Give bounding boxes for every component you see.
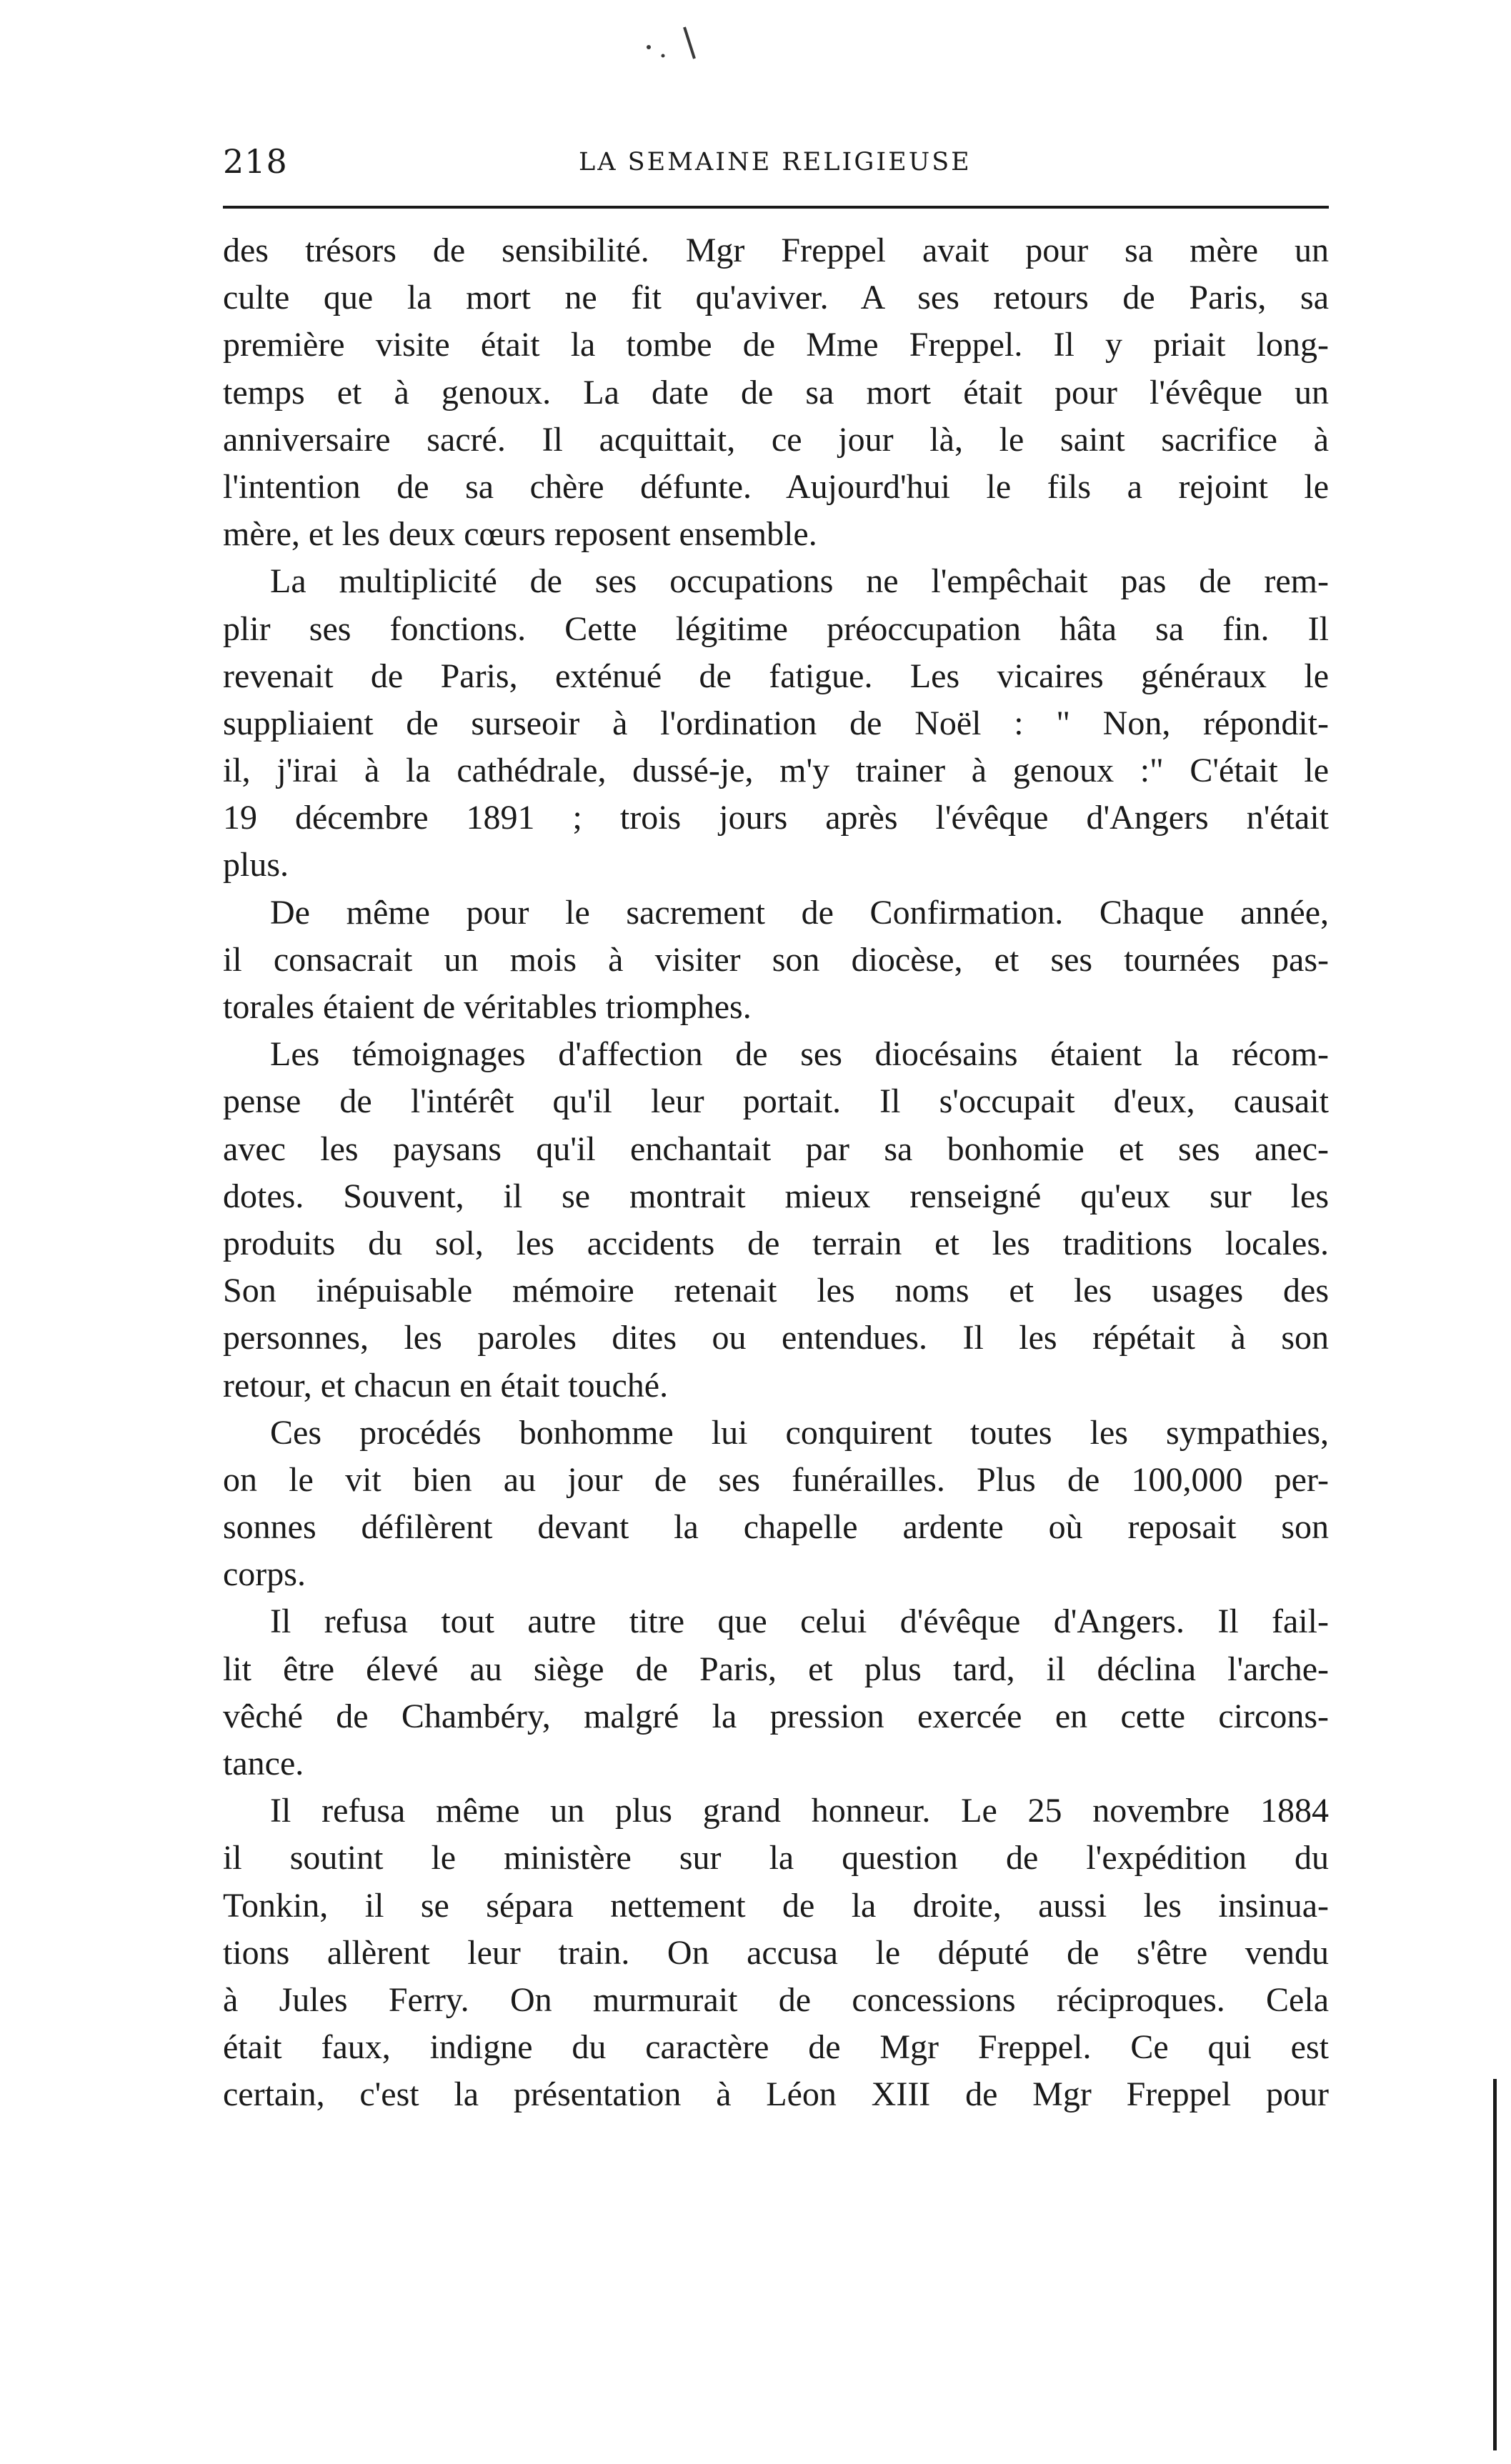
text-line: Il refusa même un plus grand honneur. Le 25 novembre 1884 (270, 1792, 1329, 1830)
text-line: il soutint le ministère sur la question de l'expédition du (223, 1839, 1329, 1877)
paragraph (223, 558, 1329, 889)
text-line: avec les paysans qu'il enchantait par sa bonhomie et ses anec- (223, 1129, 1329, 1168)
text-line: dotes. Souvent, il se montrait mieux renseigné qu'eux sur les (223, 1177, 1329, 1215)
text-line: Il refusa tout autre titre que celui d'évêque d'Angers. Il fail- (270, 1602, 1329, 1641)
binding-edge (1493, 2079, 1497, 2450)
text-line: Tonkin, il se sépara nettement de la droite, aussi les insinua- (223, 1886, 1329, 1925)
text-line: il consacrait un mois à visiter son diocèse, et ses tournées pas- (223, 940, 1329, 979)
text-line: plir ses fonctions. Cette légitime préoccupation hâta sa fin. Il (223, 609, 1329, 648)
text-line: lit être élevé au siège de Paris, et plus tard, il déclina l'arche- (223, 1650, 1329, 1688)
paragraph (223, 1031, 1329, 1410)
ink-specks (629, 14, 707, 71)
text-line: revenait de Paris, exténué de fatigue. Les vicaires généraux le (223, 657, 1329, 695)
text-line: culte que la mort ne fit qu'aviver. A ses retours de Paris, sa (223, 279, 1329, 317)
text-line: des trésors de sensibilité. Mgr Freppel avait pour sa mère un (223, 231, 1329, 269)
header-rule (223, 206, 1329, 209)
paragraph (223, 1598, 1329, 1787)
text-line: 19 décembre 1891 ; trois jours après l'évêque d'Angers n'était (223, 799, 1329, 837)
text-line: personnes, les paroles dites ou entendues. Il les répétait à son (223, 1319, 1329, 1357)
text-line: pense de l'intérêt qu'il leur portait. Il s'occupait d'eux, causait (223, 1082, 1329, 1121)
text-line: corps. (223, 1555, 306, 1594)
text-line: Son inépuisable mémoire retenait les noms et les usages des (223, 1272, 1329, 1310)
paragraph (223, 227, 1329, 558)
text-line: plus. (223, 846, 289, 884)
text-line: sonnes défilèrent devant la chapelle ardente où reposait son (223, 1508, 1329, 1547)
text-line: on le vit bien au jour de ses funérailles. Plus de 100,000 per- (223, 1460, 1329, 1499)
text-line: l'intention de sa chère défunte. Aujourd'hui le fils a rejoint le (223, 467, 1329, 506)
text-line: à Jules Ferry. On murmurait de concessions réciproques. Cela (223, 1980, 1329, 2019)
text-line: certain, c'est la présentation à Léon XIII de Mgr Freppel pour (223, 2075, 1329, 2114)
text-line: La multiplicité de ses occupations ne l'empêchait pas de rem- (270, 562, 1329, 601)
paragraph (223, 1410, 1329, 1599)
text-line: Les témoignages d'affection de ses diocésains étaient la récom- (270, 1035, 1329, 1074)
page-number: 218 (223, 142, 288, 181)
text-line: torales étaient de véritables triomphes. (223, 988, 752, 1026)
text-line: tance. (223, 1745, 304, 1782)
text-line: il, j'irai à la cathédrale, dussé-je, m'y trainer à genoux :" C'était le (223, 752, 1329, 790)
text-line: tions allèrent leur train. On accusa le député de s'être vendu (223, 1933, 1329, 1972)
text-line: était faux, indigne du caractère de Mgr Freppel. Ce qui est (223, 2028, 1329, 2067)
text-line: vêché de Chambéry, malgré la pression exercée en cette circons- (223, 1697, 1329, 1735)
paragraph (223, 889, 1329, 1032)
text-line: produits du sol, les accidents de terrain et les traditions locales. (223, 1224, 1329, 1262)
text-line: temps et à genoux. La date de sa mort était pour l'évêque un (223, 373, 1329, 412)
text-line: Ces procédés bonhomme lui conquirent toutes les sympathies, (270, 1413, 1329, 1452)
text-line: suppliaient de surseoir à l'ordination de Noël : " Non, répondit- (223, 704, 1329, 742)
text-line: retour, et chacun en était touché. (223, 1366, 669, 1405)
body-text (223, 227, 1329, 2119)
running-head: LA SEMAINE RELIGIEUSE (579, 148, 972, 176)
text-line: anniversaire sacré. Il acquittait, ce jour là, le saint sacrifice à (223, 420, 1329, 459)
text-line: De même pour le sacrement de Confirmation. Chaque année, (270, 893, 1329, 932)
page-header (223, 140, 1329, 190)
text-line: première visite était la tombe de Mme Freppel. Il y priait long- (223, 326, 1329, 364)
text-line: mère, et les deux cœurs reposent ensemble. (223, 515, 817, 554)
paragraph (223, 1787, 1329, 2118)
